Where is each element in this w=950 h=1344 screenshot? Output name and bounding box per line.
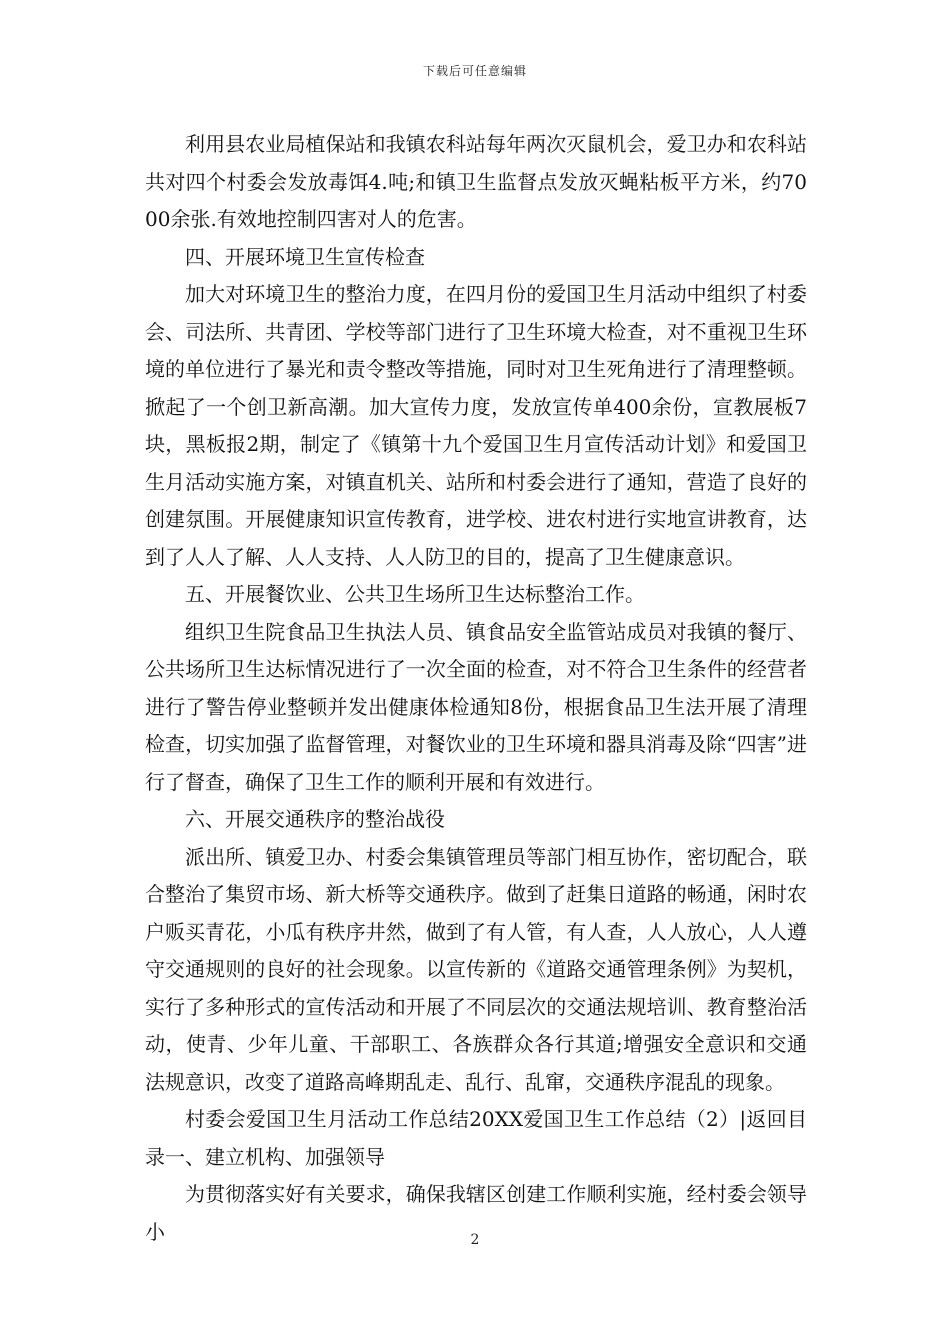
document-body — [145, 126, 807, 1251]
paragraph-food-safety: 组织卫生院食品卫生执法人员、镇食品安全监管站成员对我镇的餐厅、公共场所卫生达标情况进行了一次全面的检查，对不符合卫生条件的经营者进行了警告停业整顿并发出健康体检通知8份，根据食品卫生法开展了清理检查，切实加强了监督管理，对餐饮业的卫生环境和器具消毒及除“四害”进行了督查，确保了卫生工作的顺利开展和有效进行。 — [145, 619, 807, 794]
paragraph-summary-title: 村委会爱国卫生月活动工作总结20XX爱国卫生工作总结（2）|返回目录一、建立机构、加强领导 — [145, 1107, 807, 1169]
paragraph-traffic-order: 派出所、镇爱卫办、村委会集镇管理员等部门相互协作，密切配合，联合整治了集贸市场、新大桥等交通秩序。做到了赶集日道路的畅通，闲时农户贩买青花，小瓜有秩序井然，做到了有人管，有人查，人人放心，人人遵守交通规则的良好的社会现象。以宣传新的《道路交通管理条例》为契机，实行了多种形式的宣传活动和开展了不同层次的交通法规培训、教育整治活动，使青、少年儿童、干部职工、各族群众各行其道;增强安全意识和交通法规意识，改变了道路高峰期乱走、乱行、乱窜，交通秩序混乱的现象。 — [145, 844, 807, 1094]
paragraph-environment-inspection: 加大对环境卫生的整治力度，在四月份的爱国卫生月活动中组织了村委会、司法所、共青团、学校等部门进行了卫生环境大检查，对不重视卫生环境的单位进行了暴光和责令整改等措施，同时对卫生死角进行了清理整顿。掀起了一个创卫新高潮。加大宣传力度，发放宣传单400余份，宣教展板7块，黑板报2期，制定了《镇第十九个爱国卫生月宣传活动计划》和爱国卫生月活动实施方案，对镇直机关、站所和村委会进行了通知，营造了良好的创建氛围。开展健康知识宣传教育，进学校、进农村进行实地宣讲教育，达到了人人了解、人人支持、人人防卫的目的，提高了卫生健康意识。 — [145, 282, 807, 569]
page-number: 2 — [470, 1232, 480, 1248]
paragraph-rodent-control: 利用县农业局植保站和我镇农科站每年两次灭鼠机会，爱卫办和农科站共对四个村委会发放毒饵4.吨;和镇卫生监督点发放灭蝇粘板平方米，约7000余张.有效地控制四害对人的危害。 — [145, 132, 807, 231]
section-heading-5: 五、开展餐饮业、公共卫生场所卫生达标整治工作。 — [185, 582, 645, 606]
paragraph-implementation: 为贯彻落实好有关要求，确保我辖区创建工作顺利实施，经村委会领导小 — [145, 1182, 807, 1244]
section-heading-4: 四、开展环境卫生宣传检查 — [185, 244, 425, 269]
page-header: 下载后可任意编辑 — [422, 64, 527, 78]
section-heading-6: 六、开展交通秩序的整治战役 — [185, 807, 445, 831]
